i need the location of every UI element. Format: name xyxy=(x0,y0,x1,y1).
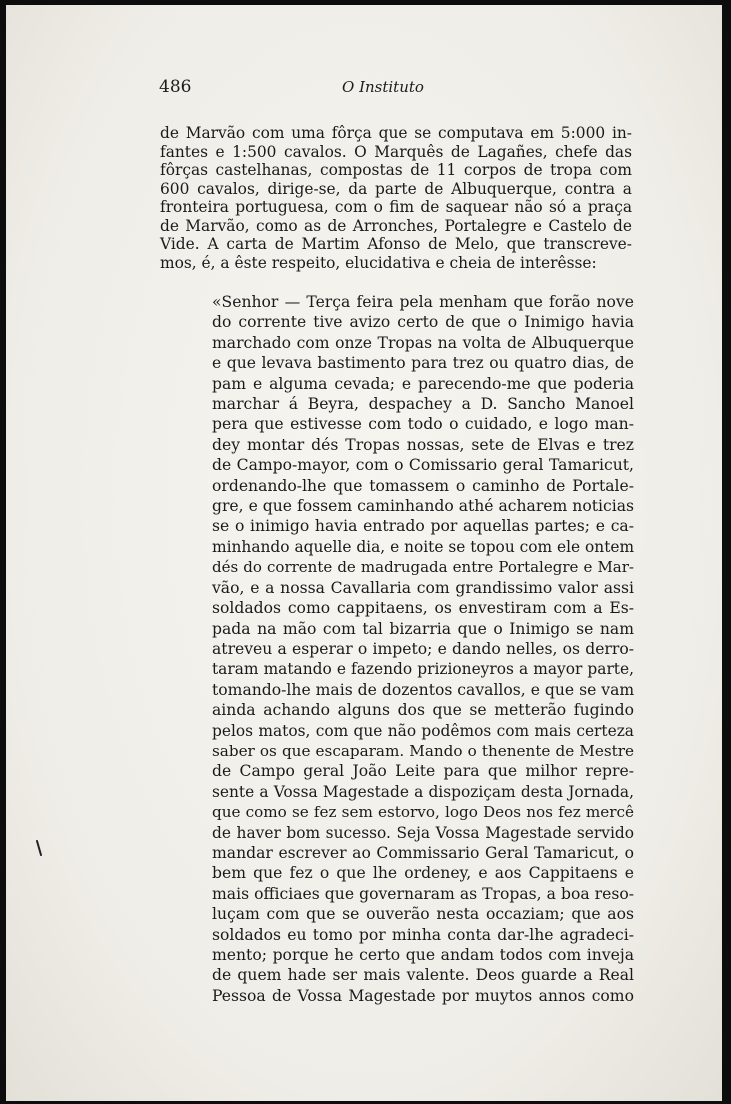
text-line: que como se fez sem estorvo, logo Deos nos fez mercê xyxy=(212,803,634,822)
text-line: soldados como cappitaens, os envestiram com a Es- xyxy=(212,599,634,618)
text-line: luçam com que se ouverão nesta occaziam; que aos xyxy=(212,905,634,924)
text-line: 600 cavalos, dirige-se, da parte de Albuquerque, contra a xyxy=(160,179,632,198)
letter-quotation xyxy=(212,292,634,1006)
text-line: bem que fez o que lhe ordeney, e aos Cappitaens e xyxy=(212,864,634,883)
text-line: ordenando-lhe que tomassem o caminho de Portale- xyxy=(212,476,634,495)
page-number: 486 xyxy=(159,77,192,97)
text-line: sente a Vossa Magestade a dispoziçam desta Jornada, xyxy=(212,782,634,801)
text-line: pada na mão com tal bizarria que o Inimigo se nam xyxy=(212,619,634,638)
text-line: minhando aquelle dia, e noite se topou com ele ontem xyxy=(212,537,635,556)
text-line: pera que estivesse com todo o cuidado, e logo man- xyxy=(212,415,634,434)
margin-mark xyxy=(36,840,42,856)
text-line: marchado com onze Tropas na volta de Albuquerque xyxy=(212,333,634,352)
text-line: fantes e 1:500 cavalos. O Marquês de Lagañes, chefe das xyxy=(160,142,632,161)
text-line: taram matando e fazendo prizioneyros a mayor parte, xyxy=(212,660,634,679)
book-page xyxy=(6,5,722,1101)
text-line: do corrente tive avizo certo de que o Inimigo havia xyxy=(212,313,634,332)
page-header xyxy=(6,77,722,101)
text-line: saber os que escaparam. Mando o thenente de Mestre xyxy=(212,741,634,760)
text-line: «Senhor — Terça feira pela menham que forão nove xyxy=(212,293,634,311)
running-title: O Instituto xyxy=(342,78,424,96)
text-line: atreveu a esperar o impeto; e dando nelles, os derro- xyxy=(212,639,634,658)
text-line: Vide. A carta de Martim Afonso de Melo, que transcreve- xyxy=(160,235,632,253)
text-line: ainda achando alguns dos que se metterão fugindo xyxy=(212,701,634,720)
text-line: dey montar dés Tropas nossas, sete de Elvas e trez xyxy=(212,435,634,454)
text-line: de Marvão com uma fôrça que se computava em 5:000 in- xyxy=(160,124,632,142)
text-line: tomando-lhe mais de dozentos cavallos, e que se vam xyxy=(212,680,635,699)
text-line: gre, e que fossem caminhando athé acharem noticias xyxy=(212,497,634,516)
text-line: pelos matos, com que não podêmos com mais certeza xyxy=(212,721,634,740)
text-line: dés do corrente de madrugada entre Portalegre e Mar- xyxy=(212,558,634,577)
text-line: marchar á Beyra, despachey a D. Sancho Manoel xyxy=(212,395,634,414)
text-line: mandar escrever ao Commissario Geral Tamaricut, o xyxy=(212,843,634,862)
text-line: pam e alguma cevada; e parecendo-me que poderia xyxy=(212,374,634,393)
text-line: Pessoa de Vossa Magestade por muytos annos como xyxy=(212,986,634,1005)
text-line: de Campo geral João Leite para que milhor repre- xyxy=(212,762,634,781)
text-line: de haver bom sucesso. Seja Vossa Magestade servido xyxy=(212,823,634,842)
text-line: mento; porque he certo que andam todos com inveja xyxy=(212,946,634,964)
text-line: de Marvão, como as de Arronches, Portalegre e Castelo de xyxy=(160,216,632,235)
text-line: se o inimigo havia entrado por aquellas partes; e ca- xyxy=(212,517,634,536)
text-line: mais officiaes que governaram as Tropas, a boa reso- xyxy=(212,884,634,903)
text-line: vão, e a nossa Cavallaria com grandissimo valor assi xyxy=(212,578,634,597)
text-line: fronteira portuguesa, com o fim de saquear não só a praça xyxy=(160,198,632,216)
text-line: mos, é, a êste respeito, elucidativa e cheia de interêsse: xyxy=(160,253,597,272)
text-line: e que levava bastimento para trez ou quatro dias, de xyxy=(212,354,634,373)
text-line: fôrças castelhanas, compostas de 11 corpos de tropa com xyxy=(160,161,632,179)
text-line: soldados eu tomo por minha conta dar-lhe agradeci- xyxy=(212,925,634,944)
intro-paragraph xyxy=(160,124,632,272)
text-line: de Campo-mayor, com o Comissario geral Tamaricut, xyxy=(212,456,634,475)
text-line: de quem hade ser mais valente. Deos guarde a Real xyxy=(212,966,634,985)
